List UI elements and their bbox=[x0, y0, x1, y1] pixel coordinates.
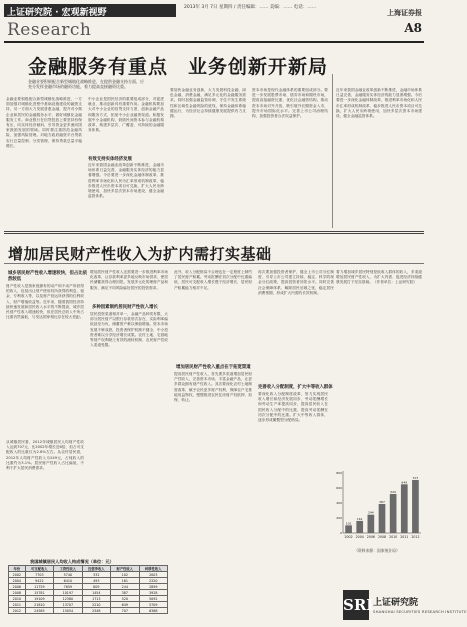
table-cell: 2548 bbox=[82, 608, 110, 614]
chart-y-tick-label: 200 bbox=[336, 516, 342, 520]
article2-subhead-1: 城乡居民财产性收入增速较快，但占比依然较低 bbox=[8, 271, 88, 282]
table-cell: 2012 bbox=[9, 608, 26, 614]
chart-x-tick-label: 2006 bbox=[366, 535, 375, 539]
article2-subhead-3: 增加居民财产性收入重点在于拓宽渠道 bbox=[176, 365, 251, 370]
table-cell: 493 bbox=[82, 578, 110, 584]
table-cell: 6410 bbox=[54, 578, 82, 584]
table-cell: 15054 bbox=[54, 608, 82, 614]
chart-y-tick-label: 800 bbox=[336, 471, 342, 475]
article2-column-5: 此外，收入分配格局不合理也在一定程度上制约了居民财产积累。劳动报酬在初次分配中比重偏低，居民可支配收入增长慢于经济增长，居民财产积累能力相对不足。 bbox=[174, 270, 252, 290]
table-title: 我国城镇居民人均收入构成情况（单位：元） bbox=[30, 559, 114, 564]
section-divider-2 bbox=[4, 233, 424, 234]
chart-x-tick-label: 2008 bbox=[377, 535, 387, 539]
brand-block bbox=[343, 590, 467, 622]
table-cell: 102 bbox=[111, 572, 139, 578]
table-cell: 13707 bbox=[54, 602, 82, 608]
chart-data-label: 520 bbox=[390, 490, 397, 494]
chart-x-tick-label: 2004 bbox=[355, 535, 364, 539]
article1-lead: 金融业要积极配合新型城镇化战略推进，在提供金融支持方面，应充分发挥金融市场的融资功能，着力提高直接融资比重。 bbox=[28, 79, 144, 90]
chart-data-label: 387 bbox=[379, 499, 385, 504]
chart-bar bbox=[345, 525, 352, 533]
paper-name: 上海证券报 bbox=[387, 8, 422, 17]
chart-y-tick-label: 0 bbox=[340, 531, 342, 535]
masthead-rule bbox=[4, 41, 424, 43]
chart-y-tick-label: 400 bbox=[336, 501, 342, 505]
chart-data-label: 707 bbox=[412, 475, 419, 480]
article2-subhead-2: 多种因素制约居民财产性收入增长 bbox=[92, 305, 158, 310]
table-cell: 24565 bbox=[25, 608, 53, 614]
table-header-cell: 可支配收入 bbox=[25, 566, 53, 572]
property-income-chart bbox=[331, 467, 423, 545]
article2-subhead-4: 完善收入分配制度，扩大中等收入群体 bbox=[258, 385, 333, 390]
article2-column-2: 从城镇居民看，2012年城镇居民人均财产性收入达到707元，比2002年增长近6倍，但占可支配收入的比重仅为2.6%左右。从农村居民看，2012年人均财产性收入为249元，占纯收入的比重约为3.1%。居民财产性收入占比偏低，不利于扩大居民消费需求。 bbox=[6, 440, 84, 471]
article2-column-9: 着力增加城乡居民特别是低收入群体的收入，多渠道增加居民财产性收入，为扩大内需、促进经济持续健康发展打下坚实基础。（作者单位：上证研究院） bbox=[336, 270, 422, 285]
article2-column-8: 要深化收入分配制度改革，努力实现居民收入增长和经济发展同步、劳动报酬增长和劳动生产率提高同步，提高居民收入在国民收入分配中的比重，提高劳动报酬在初次分配中的比重。扩大中等收入群体，逐步形成橄榄型分配格局。 bbox=[258, 392, 328, 423]
section-title-en: Research bbox=[7, 20, 92, 40]
chart-bar bbox=[390, 494, 397, 533]
column-divider bbox=[332, 74, 333, 228]
income-table bbox=[8, 565, 168, 614]
chart-bar bbox=[379, 504, 386, 533]
chart-bar bbox=[368, 515, 375, 533]
chart-bar bbox=[401, 484, 408, 533]
table-cell: 9422 bbox=[25, 578, 53, 584]
table-cell: 7659 bbox=[54, 584, 82, 590]
table-cell: 3928 bbox=[139, 590, 167, 596]
table-cell: 12380 bbox=[54, 596, 82, 602]
article2-column-4: 居民投资渠道相对单一，金融产品种类有限，大部分居民财产以银行存款形式存在，实际利率偏低甚至为负，储蓄资产难以保值增值。资本市场发展不够成熟，投资者保护机制不健全，中小投资者难以分享经济增长成果。农村土地、宅基地等财产权利缺乏有效的流转机制，农民财产性收入渠道受限。 bbox=[90, 312, 168, 348]
article1-headline: 金融服务有重点 业务创新开新局 bbox=[28, 56, 329, 78]
table-header-cell: 财产性收入 bbox=[111, 566, 139, 572]
table-cell: 1713 bbox=[82, 596, 110, 602]
article1-column-3: 近年来我国金融业改革创新不断推进，金融市场体系日益完善，金融服务实体经济的能力显著增强。今后要进一步深化金融体制改革，推进利率市场化和人民币汇率形成机制改革，稳步推进人民币资本项目可兑换，扩大人民币跨境使用，加快多层次资本市场建设，健全金融监管体系。 bbox=[88, 163, 164, 199]
issue-meta: 2013年 3月 7日 星期四 / 责任编辑：…… 美编：…… 电话：…… bbox=[184, 5, 317, 10]
article1-subhead: 有效支持实体经济发展 bbox=[88, 157, 132, 162]
chart-x-tick-label: 2010 bbox=[389, 535, 398, 539]
table-cell: 707 bbox=[111, 608, 139, 614]
page-number: A8 bbox=[404, 21, 422, 35]
table-cell: 809 bbox=[82, 584, 110, 590]
table-cell: 2010 bbox=[9, 596, 26, 602]
table-cell: 2011 bbox=[9, 602, 26, 608]
table-header-cell: 经营净收入 bbox=[82, 566, 110, 572]
table-cell: 5740 bbox=[54, 572, 82, 578]
table-cell: 649 bbox=[111, 602, 139, 608]
table-cell: 6368 bbox=[139, 608, 167, 614]
table-header-cell: 转移性收入 bbox=[139, 566, 167, 572]
chart-background bbox=[331, 467, 423, 545]
table-cell: 10197 bbox=[54, 590, 82, 596]
table-header-cell: 工资性收入 bbox=[54, 566, 82, 572]
table-row bbox=[9, 608, 168, 614]
chart-caption: （资料来源：国家统计局） bbox=[354, 548, 400, 553]
article2-headline: 增加居民财产性收入为扩内需打实基础 bbox=[8, 245, 272, 263]
article1-column-1: 金融业要积极配合新型城镇化战略推进，一方面加强对城镇化进程中基础设施建设的融资支持，另一方面大力发展普惠金融，提升对小微企业和居民的金融服务水平，做好城镇化金融服务工作。商业银行在信贷投放上要坚持有保有压，向实体经济倾斜，引导资金更多流向国家鼓励发展的领域。同时要注重防范金融风险，加强风险管理。对地方政府融资平台贷款实行总量控制、分类管理，保持贷款总量平稳增长。 bbox=[6, 97, 82, 148]
section-bar bbox=[4, 4, 176, 17]
table-cell: 7703 bbox=[25, 572, 53, 578]
article1-column-6: 近年来我国金融业改革创新不断推进，金融市场体系日益完善，金融服务实体经济的能力显著增强。今后要进一步深化金融体制改革，推进利率市场化和人民币汇率形成机制改革，稳步推进人民币资本项目可兑换，扩大人民币跨境使用，加快多层次资本市场建设，健全金融监管体系。 bbox=[336, 88, 422, 119]
table-cell: 21810 bbox=[25, 602, 53, 608]
chart-y-tick-label: 600 bbox=[336, 486, 342, 490]
table-cell: 2004 bbox=[9, 578, 26, 584]
section-title: 上证研究院 · 宏观新视野 bbox=[7, 8, 107, 18]
table-cell: 2003 bbox=[139, 572, 167, 578]
article2-column-7: 再次要加强投资者保护，健全上市公司分红制度，引导上市公司建立持续、稳定、科学的现金分红政策，提高投资者回报水平。同时完善社会保障体系，解除居民后顾之忧，稳定居民消费预期，形成扩大内需的长效机制。 bbox=[258, 270, 334, 295]
chart-data-label: 649 bbox=[401, 480, 408, 485]
article1-column-5: 资本市场是现代金融体系的重要组成部分。要进一步发展股票市场、债券市场和期货市场，提高直接融资比重，优化社会融资结构。推动资本市场对外开放，吸引境外长期资金入市，提升市场国际化水平。完善上市公司治理结构，加强投资者合法权益保护。 bbox=[252, 88, 328, 119]
table-cell: 2320 bbox=[139, 578, 167, 584]
table-cell: 332 bbox=[82, 572, 110, 578]
table-cell: 11759 bbox=[25, 584, 53, 590]
chart-data-label: 244 bbox=[367, 510, 374, 515]
brand-name-en: SHANGHAI SECURITIES RESEARCH INSTITUTE bbox=[373, 609, 467, 614]
chart-bar bbox=[356, 521, 363, 533]
table-cell: 15781 bbox=[25, 590, 53, 596]
article2-column-6: 提高居民财产性收入，首先要多渠道增加居民财产性收入，完善资本市场，丰富金融产品，让更多群众拥有财产性收入。其次要深化农村土地制度改革，赋予农民更多财产权利，保障农户宅基地用益物权，慢慢推进农民住房财产权抵押、担保、转让。 bbox=[174, 372, 252, 403]
article1-column-2: 中小企业是国民经济的重要组成部分，对促进就业、推动创新具有重要作用。金融机构要加大对中小企业的信贷支持力度，创新金融产品和服务方式，拓宽中小企业融资渠道。积极发展中小金融机构，鼓励民间资本参与金融机构改革，构建多层次、广覆盖、可持续的金融服务体系。 bbox=[88, 97, 164, 133]
chart-x-tick-label: 2002 bbox=[344, 535, 353, 539]
brand-logo: SRI bbox=[343, 590, 369, 620]
table-cell: 387 bbox=[111, 590, 139, 596]
masthead bbox=[4, 4, 424, 44]
table-cell: 2008 bbox=[9, 590, 26, 596]
table-cell: 2006 bbox=[9, 584, 26, 590]
table-cell: 2899 bbox=[139, 584, 167, 590]
table-cell: 161 bbox=[111, 578, 139, 584]
table-cell: 5709 bbox=[139, 602, 167, 608]
table-cell: 2210 bbox=[82, 602, 110, 608]
table-body bbox=[9, 572, 168, 614]
table-cell: 2002 bbox=[9, 572, 26, 578]
table-header-cell: 年份 bbox=[9, 566, 26, 572]
chart-data-label: 102 bbox=[345, 521, 352, 526]
chart-bar bbox=[412, 480, 419, 533]
table-cell: 5092 bbox=[139, 596, 167, 602]
table-cell: 520 bbox=[111, 596, 139, 602]
article1-column-4: 要加快金融业务创新，大力发展科技金融、绿色金融、消费金融，满足多元化的金融服务需求。同时加强金融监管协调，守住不发生系统性和区域性金融风险的底线，保持金融体系稳健运行，为经济社会持续健康发展提供有力支撑。 bbox=[170, 88, 246, 119]
section-divider bbox=[4, 231, 424, 232]
chart-data-label: 161 bbox=[356, 516, 363, 521]
article2-column-3: 增加居民财产性收入还需要进一步推进利率市场化改革，让存款利率更多地反映市场供求，使居民储蓄获得合理回报。发展多元化的理财产品和服务，满足不同风险偏好居民的投资需求。 bbox=[90, 270, 168, 290]
table-cell: 1454 bbox=[82, 590, 110, 596]
brand-name: 上证研究院 bbox=[373, 598, 419, 608]
article2-column-1: 财产性收入是指家庭拥有的动产和不动产所获得的收入，包括出让财产使用权所获得的利息、租金、专利收入等，以及财产营运所获得的红利收入、财产增值收益等。近年来，随着我国经济持续快速发展和居民收入水平的不断提高，城乡居民财产性收入增速较快，但在居民总收入中所占比重仍然偏低，与发达国家相比存在较大差距。 bbox=[6, 284, 84, 320]
table-cell: 19109 bbox=[25, 596, 53, 602]
chart-x-tick-label: 2011 bbox=[400, 535, 409, 539]
headline-rule bbox=[4, 263, 424, 264]
chart-x-tick-label: 2012 bbox=[411, 535, 420, 539]
table-cell: 244 bbox=[111, 584, 139, 590]
